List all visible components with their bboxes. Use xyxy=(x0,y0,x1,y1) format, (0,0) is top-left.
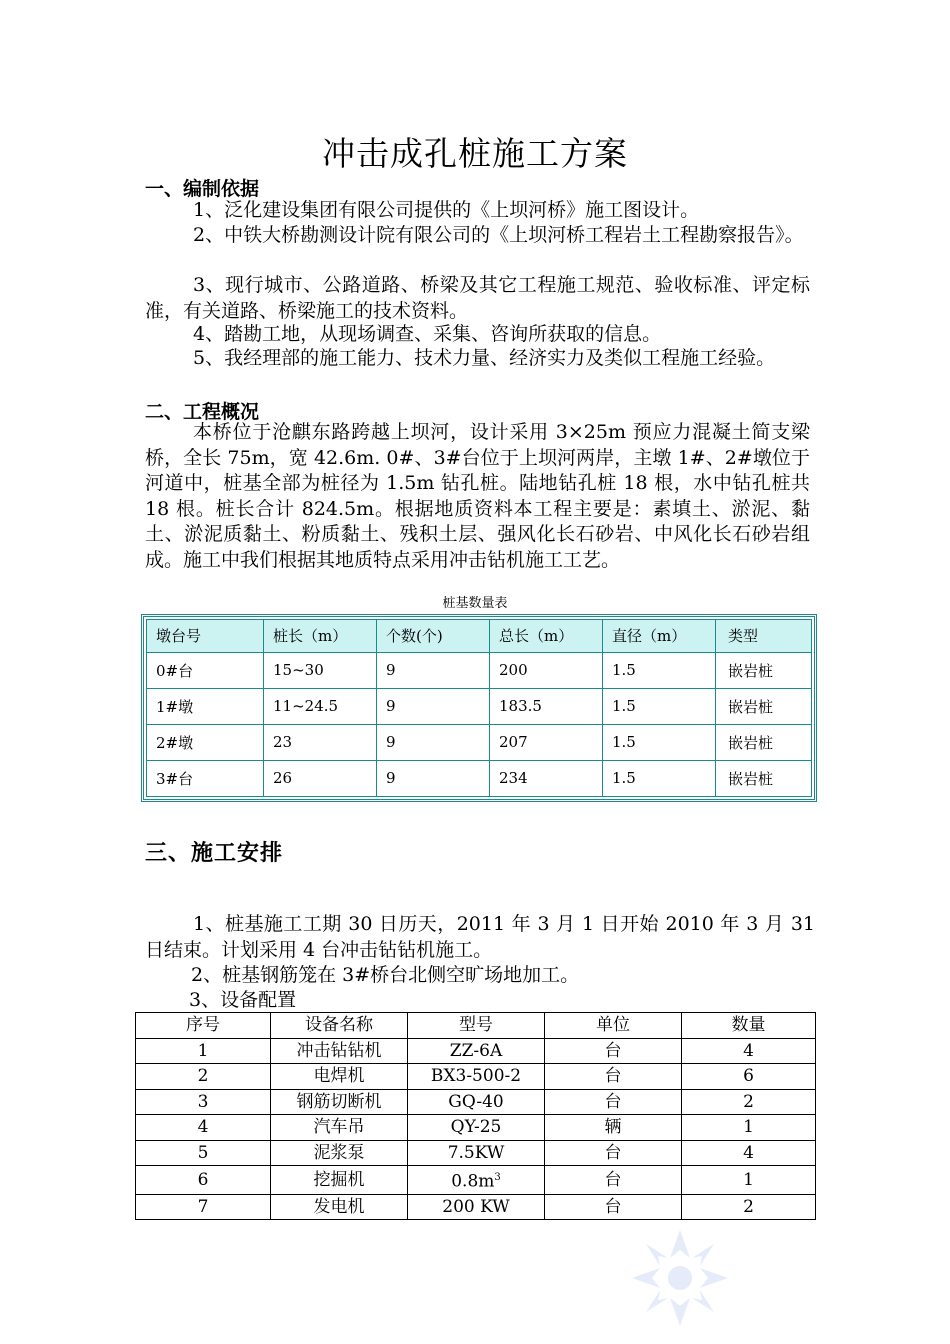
pile-cell: 1.5 xyxy=(603,760,716,796)
section3-item-1: 1、桩基施工工期 30 日历天，2011 年 3 月 1 日开始 2010 年 3 月 31 日结束。计划采用 4 台冲击钻钻机施工。 xyxy=(145,913,815,961)
equipment-cell: QY-25 xyxy=(408,1115,545,1141)
pile-cell: 1.5 xyxy=(603,688,716,724)
table-row xyxy=(136,1140,816,1166)
section2-paragraph: 本桥位于沧麒东路跨越上坝河，设计采用 3×25m 预应力混凝土简支梁桥，全长 75m，宽 42.6m. 0#、3#台位于上坝河两岸，主墩 1#、2#墩位于河道中，桩基全部为桩径为 1.5m 钻孔桩。陆地钻孔桩 18 根，水中钻孔桩共 18 根。桩长合计 824.5m。根据地质资料本工程主要是：素填土、淤泥、黏土、淤泥质黏土、粉质黏土、残积土层、强风化长石砂岩、中风化长石砂岩组成。施工中我们根据其地质特点采用冲击钻机施工工艺。 xyxy=(145,421,810,571)
table-row xyxy=(136,1166,816,1195)
pile-cell: 2#墩 xyxy=(147,724,264,760)
equipment-cell: 5 xyxy=(136,1140,271,1166)
equipment-cell: 台 xyxy=(545,1064,682,1090)
section3-heading: 三、施工安排 xyxy=(145,841,284,866)
equipment-cell: 4 xyxy=(682,1140,816,1166)
equipment-cell: 4 xyxy=(136,1115,271,1141)
pile-header-cell: 总长（m） xyxy=(490,620,603,653)
equipment-table xyxy=(135,1012,816,1220)
equipment-header-cell: 序号 xyxy=(136,1013,271,1039)
equipment-header-cell: 型号 xyxy=(408,1013,545,1039)
pile-cell: 嵌岩桩 xyxy=(716,760,812,796)
equipment-cell: 钢筋切断机 xyxy=(271,1089,408,1115)
pile-header-cell: 桩长（m） xyxy=(264,620,377,653)
pile-cell: 200 xyxy=(490,652,603,688)
table-row xyxy=(147,688,812,724)
section1-item-2: 2、中铁大桥勘测设计院有限公司的《上坝河桥工程岩土工程勘察报告》。 xyxy=(193,224,804,246)
table-row xyxy=(136,1089,816,1115)
pile-header-cell: 个数(个) xyxy=(377,620,490,653)
pile-cell: 9 xyxy=(377,688,490,724)
equipment-cell: 台 xyxy=(545,1166,682,1195)
section1-item-3: 3、现行城市、公路道路、桥梁及其它工程施工规范、验收标准、评定标准，有关道路、桥梁施工的技术资料。 xyxy=(145,274,810,322)
section2-heading: 二、工程概况 xyxy=(145,401,260,423)
section3-item-2: 2、桩基钢筋笼在 3#桥台北侧空旷场地加工。 xyxy=(191,964,580,986)
table-row xyxy=(147,760,812,796)
equipment-cell: 6 xyxy=(136,1166,271,1195)
section3-item-3: 3、设备配置 xyxy=(189,989,297,1011)
pile-cell: 1#墩 xyxy=(147,688,264,724)
section1-item-1: 1、泛化建设集团有限公司提供的《上坝河桥》施工图设计。 xyxy=(193,199,700,221)
equipment-cell: 泥浆泵 xyxy=(271,1140,408,1166)
pile-cell: 183.5 xyxy=(490,688,603,724)
equipment-cell: 汽车吊 xyxy=(271,1115,408,1141)
page-title: 冲击成孔桩施工方案 xyxy=(322,134,628,173)
equipment-cell: 3 xyxy=(136,1089,271,1115)
equipment-cell: 2 xyxy=(682,1194,816,1220)
equipment-table-header xyxy=(136,1013,816,1039)
pile-cell: 嵌岩桩 xyxy=(716,652,812,688)
equipment-cell: 电焊机 xyxy=(271,1064,408,1090)
equipment-cell: 7 xyxy=(136,1194,271,1220)
watermark-logo-icon xyxy=(630,1228,730,1328)
equipment-cell: ZZ-6A xyxy=(408,1038,545,1064)
equipment-cell: GQ-40 xyxy=(408,1089,545,1115)
pile-header-cell: 类型 xyxy=(716,620,812,653)
equipment-cell: 辆 xyxy=(545,1115,682,1141)
pile-cell: 嵌岩桩 xyxy=(716,724,812,760)
pile-header-cell: 直径（m） xyxy=(603,620,716,653)
pile-table-header xyxy=(147,620,812,653)
table-row xyxy=(136,1038,816,1064)
equipment-header-cell: 单位 xyxy=(545,1013,682,1039)
pile-cell: 3#台 xyxy=(147,760,264,796)
equipment-cell: 冲击钻钻机 xyxy=(271,1038,408,1064)
equipment-cell: 1 xyxy=(136,1038,271,1064)
equipment-header-cell: 数量 xyxy=(682,1013,816,1039)
equipment-cell: 台 xyxy=(545,1140,682,1166)
section1-heading: 一、编制依据 xyxy=(145,178,260,200)
table-row xyxy=(147,724,812,760)
equipment-header-cell: 设备名称 xyxy=(271,1013,408,1039)
equipment-cell: 挖掘机 xyxy=(271,1166,408,1195)
pile-cell: 207 xyxy=(490,724,603,760)
pile-table-caption: 桩基数量表 xyxy=(442,596,508,611)
pile-cell: 1.5 xyxy=(603,652,716,688)
equipment-cell: 1 xyxy=(682,1166,816,1195)
pile-cell: 23 xyxy=(264,724,377,760)
equipment-cell: 2 xyxy=(136,1064,271,1090)
table-row xyxy=(136,1194,816,1220)
pile-cell: 9 xyxy=(377,724,490,760)
equipment-cell: 台 xyxy=(545,1038,682,1064)
table-row xyxy=(147,652,812,688)
table-row xyxy=(136,1064,816,1090)
pile-cell: 嵌岩桩 xyxy=(716,688,812,724)
pile-cell: 15~30 xyxy=(264,652,377,688)
equipment-cell: 台 xyxy=(545,1194,682,1220)
table-row xyxy=(136,1115,816,1141)
pile-cell: 26 xyxy=(264,760,377,796)
pile-cell: 9 xyxy=(377,652,490,688)
equipment-cell: 4 xyxy=(682,1038,816,1064)
pile-cell: 11~24.5 xyxy=(264,688,377,724)
pile-cell: 9 xyxy=(377,760,490,796)
pile-header-cell: 墩台号 xyxy=(147,620,264,653)
equipment-cell: 台 xyxy=(545,1089,682,1115)
equipment-cell: 7.5KW xyxy=(408,1140,545,1166)
equipment-cell: 2 xyxy=(682,1089,816,1115)
pile-table xyxy=(141,614,817,802)
equipment-model-text: 0.8m xyxy=(451,1171,495,1192)
superscript: 3 xyxy=(494,1172,501,1183)
section1-item-5: 5、我经理部的施工能力、技术力量、经济实力及类似工程施工经验。 xyxy=(193,347,776,369)
equipment-cell: BX3-500-2 xyxy=(408,1064,545,1090)
equipment-cell: 200 KW xyxy=(408,1194,545,1220)
equipment-cell: 6 xyxy=(682,1064,816,1090)
equipment-cell: 发电机 xyxy=(271,1194,408,1220)
equipment-cell: 1 xyxy=(682,1115,816,1141)
pile-cell: 234 xyxy=(490,760,603,796)
pile-cell: 0#台 xyxy=(147,652,264,688)
pile-cell: 1.5 xyxy=(603,724,716,760)
section1-item-4: 4、踏勘工地，从现场调查、采集、咨询所获取的信息。 xyxy=(193,323,662,345)
equipment-cell xyxy=(408,1166,545,1195)
